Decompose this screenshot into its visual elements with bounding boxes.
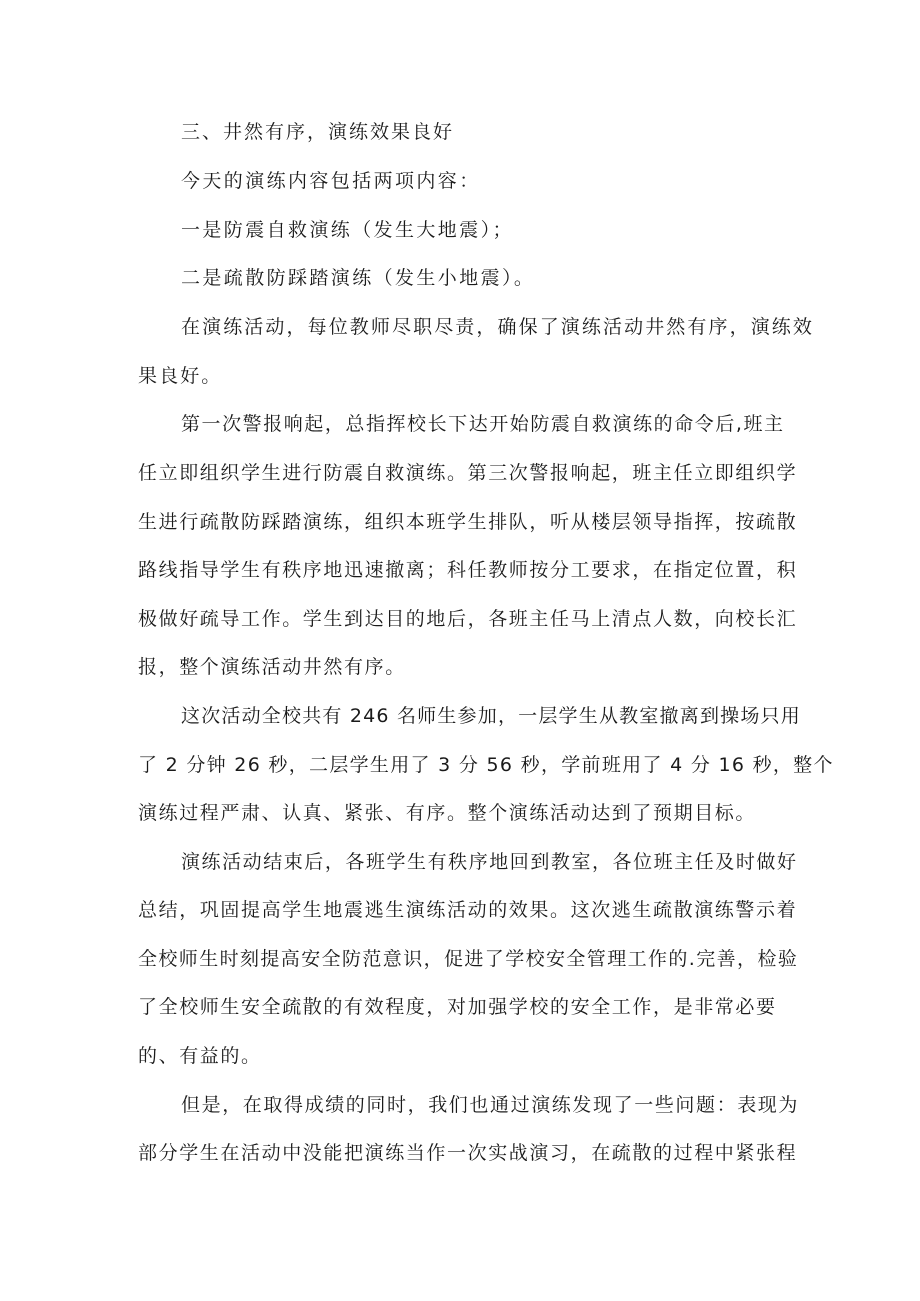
paragraph-line: 了全校师生安全疏散的有效程度，对加强学校的安全工作，是非常必要	[138, 996, 777, 1018]
paragraph-line: 第一次警报响起，总指挥校长下达开始防震自救演练的命令后,班主	[181, 413, 785, 435]
paragraph-line: 演练活动结束后，各班学生有秩序地回到教室，各位班主任及时做好	[181, 851, 798, 873]
paragraph-line: 路线指导学生有秩序地迅速撤离；科任教师按分工要求，在指定位置，积	[138, 559, 798, 581]
paragraph-line: 这次活动全校共有 246 名师生参加，一层学生从教室撤离到操场只用	[181, 705, 801, 727]
paragraph-line: 总结，巩固提高学生地震逃生演练活动的效果。这次逃生疏散演练警示着	[138, 899, 798, 921]
paragraph-line: 部分学生在活动中没能把演练当作一次实战演习，在疏散的过程中紧张程	[138, 1142, 798, 1164]
paragraph-line: 的、有益的。	[138, 1045, 262, 1067]
paragraph-line: 果良好。	[138, 365, 223, 387]
paragraph-line: 一是防震自救演练（发生大地震）；	[181, 219, 514, 241]
paragraph-line: 极做好疏导工作。学生到达目的地后，各班主任马上清点人数，向校长汇	[138, 608, 798, 630]
paragraph-line: 报，整个演练活动井然有序。	[138, 656, 406, 678]
paragraph-line: 演练过程严肃、认真、紧张、有序。整个演练活动达到了预期目标。	[138, 802, 757, 824]
paragraph-line: 生进行疏散防踩踏演练，组织本班学生排队，听从楼层领导指挥，按疏散	[138, 511, 798, 533]
paragraph-line: 在演练活动，每位教师尽职尽责，确保了演练活动井然有序，演练效	[181, 316, 815, 338]
section-heading: 三、井然有序，演练效果良好	[181, 121, 455, 143]
paragraph-line: 任立即组织学生进行防震自救演练。第三次警报响起，班主任立即组织学	[138, 462, 798, 484]
paragraph-line: 但是，在取得成绩的同时，我们也通过演练发现了一些问题：表现为	[181, 1094, 800, 1116]
paragraph-line: 全校师生时刻提高安全防范意识，促进了学校安全管理工作的.完善，检验	[138, 948, 799, 970]
paragraph-line: 二是疏散防踩踏演练（发生小地震）。	[181, 267, 536, 289]
paragraph-line: 今天的演练内容包括两项内容：	[181, 170, 481, 192]
paragraph-line: 了 2 分钟 26 秒，二层学生用了 3 分 56 秒，学前班用了 4 分 16 秒，整个	[138, 754, 834, 776]
